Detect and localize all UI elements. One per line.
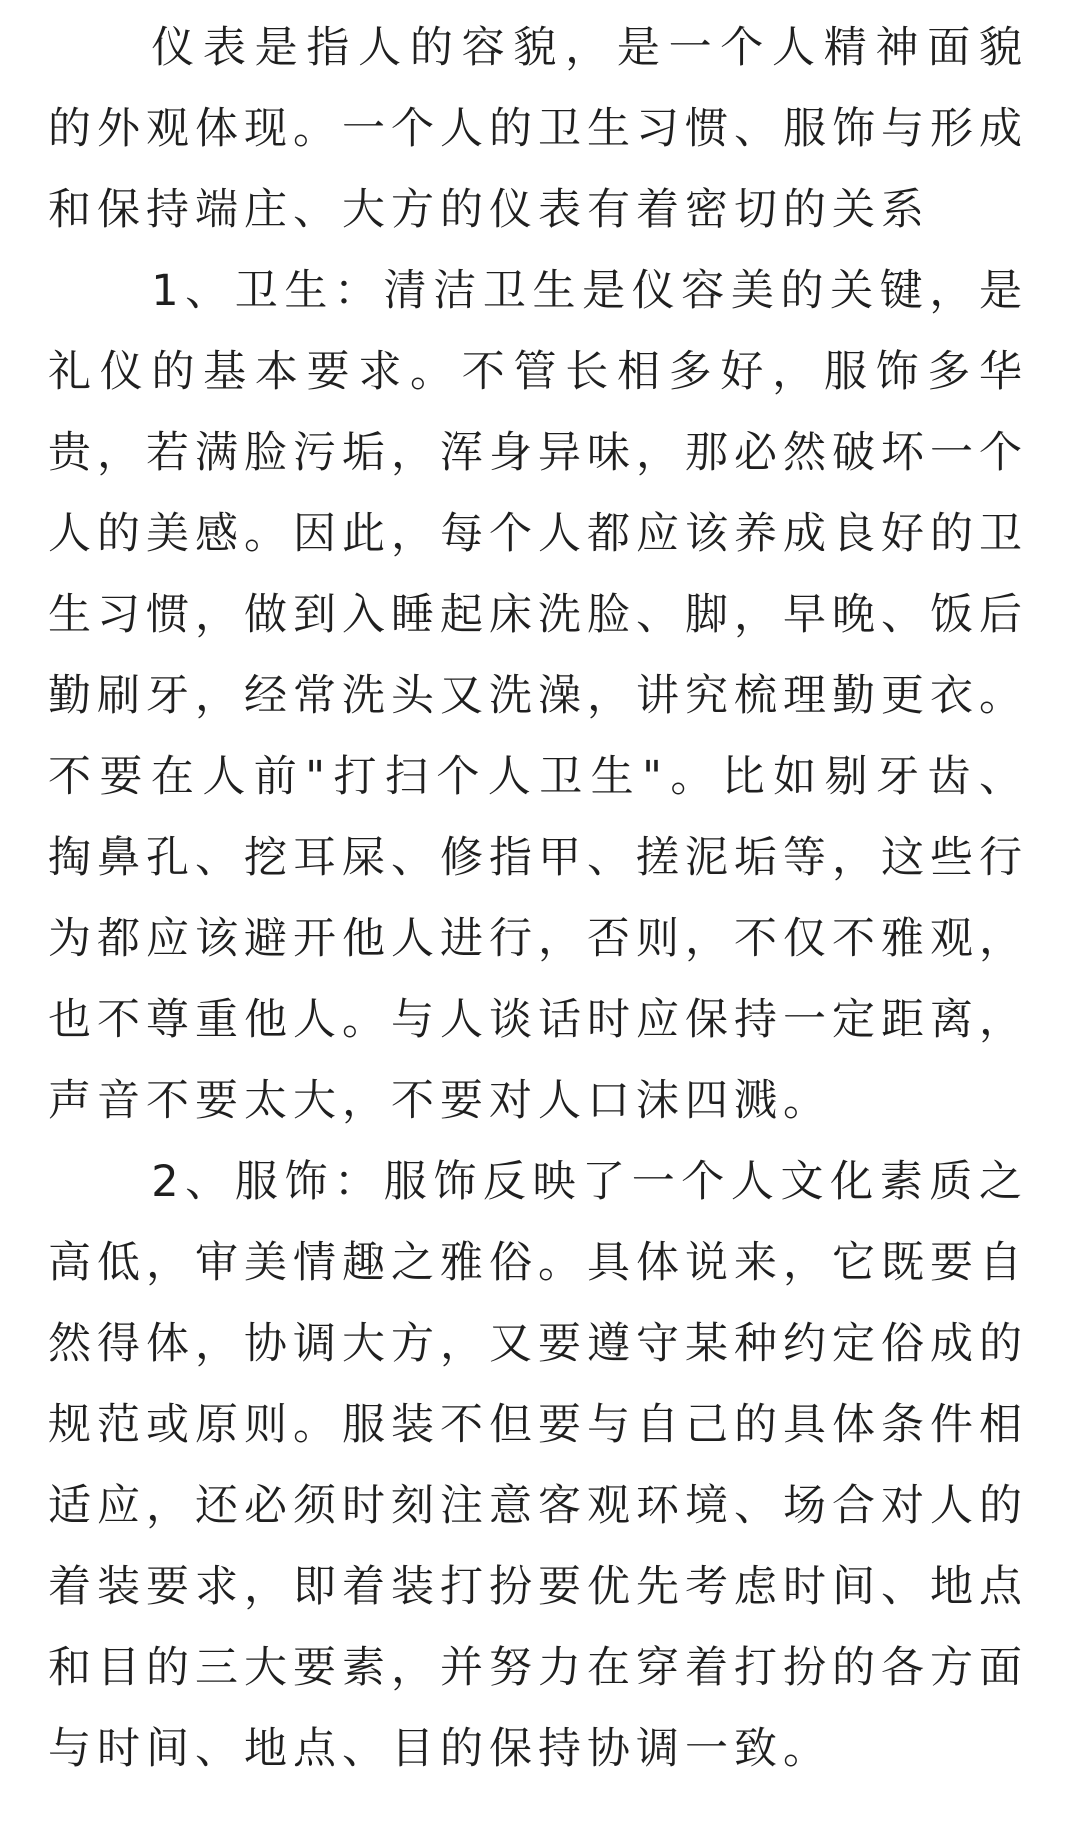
paragraph-hygiene: 1、卫生：清洁卫生是仪容美的关键，是礼仪的基本要求。不管长相多好，服饰多华贵，若满脸污垢，浑身异味，那必然破坏一个人的美感。因此，每个人都应该养成良好的卫生习惯，做到入睡起床洗脸、脚，早晚、饭后勤刷牙，经常洗头又洗澡，讲究梳理勤更衣。不要在人前"打扫个人卫生"。比如剔牙齿、掏鼻孔、挖耳屎、修指甲、搓泥垢等，这些行为都应该避开他人进行，否则，不仅不雅观，也不尊重他人。与人谈话时应保持一定距离，声音不要太大，不要对人口沫四溅。 [48,266,1028,1126]
paragraph-appearance-intro: 仪表是指人的容貌，是一个人精神面貌的外观体现。一个人的卫生习惯、服饰与形成和保持端庄、大方的仪表有着密切的关系 [48,23,1028,235]
paragraph-clothing: 2、服饰：服饰反映了一个人文化素质之高低，审美情趣之雅俗。具体说来，它既要自然得体，协调大方，又要遵守某种约定俗成的规范或原则。服装不但要与自己的具体条件相适应，还必须时刻注意客观环境、场合对人的着装要求，即着装打扮要优先考虑时间、地点和目的三大要素，并努力在穿着打扮的各方面与时间、地点、目的保持协调一致。 [48,1157,1028,1774]
